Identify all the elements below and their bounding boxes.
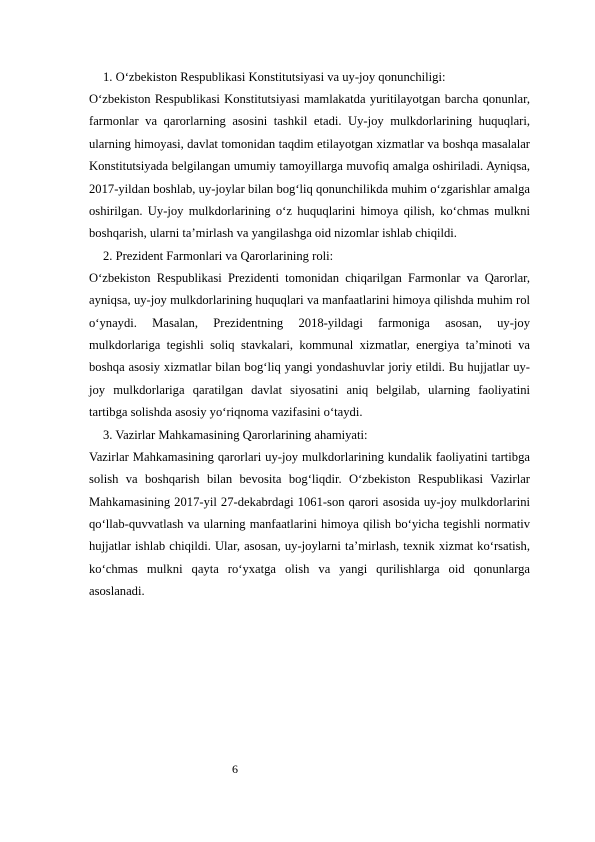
section-body-2: O‘zbekiston Respublikasi Prezidenti tomonidan chiqarilgan Farmonlar va Qarorlar, ayniqsa, uy-joy mulkdorlarining huquqlari va manfaatlarini himoya qilishda muhim rol o‘ynaydi. Masalan, Prezidentning 2018-yildagi farmoniga asosan, uy-joy mulkdorlariga tegishli soliq stavkalari, kommunal xizmatlar, energiya ta’minoti va boshqa asosiy xizmatlar bilan bog‘liq yangi yondashuvlar joriy etildi. Bu hujjatlar uy-joy mulkdorlariga qaratilgan davlat siyosatini aniq belgilab, ularning faoliyatini tartibga solishda asosiy yo‘riqnoma vazifasini o‘taydi. — [89, 270, 530, 420]
page-number: 6 — [232, 762, 238, 776]
section-body-3: Vazirlar Mahkamasining qarorlari uy-joy mulkdorlarining kundalik faoliyatini tartibga solish va boshqarish bilan bevosita bog‘liqdir. O‘zbekiston Respublikasi Vazirlar Mahkamasining 2017-yil 27-dekabrdagi 1061-son qarori asosida uy-joy mulkdorlarini qo‘llab-quvvatlash va ularning manfaatlarini himoya qilish bo‘yicha tegishli normativ hujjatlar ishlab chiqildi. Ular, asosan, uy-joylarni ta’mirlash, texnik xizmat ko‘rsatish, ko‘chmas mulkni qayta ro‘yxatga olish va yangi qurilishlarga oid qonunlarga asoslanadi. — [89, 449, 530, 599]
section-heading-3: 3. Vazirlar Mahkamasining Qarorlarining ahamiyati: — [103, 427, 368, 442]
document-page — [89, 66, 530, 603]
section-body-1: O‘zbekiston Respublikasi Konstitutsiyasi mamlakatda yuritilayotgan barcha qonunlar, farmonlar va qarorlarning asosini tashkil etadi. Uy-joy mulkdorlarining huquqlari, ularning himoyasi, davlat tomonidan taqdim etilayotgan xizmatlar va boshqa masalalar Konstitutsiyada belgilangan umumiy tamoyillarga muvofiq amalga oshiriladi. Ayniqsa, 2017-yildan boshlab, uy-joylar bilan bog‘liq qonunchilikda muhim o‘zgarishlar amalga oshirilgan. Uy-joy mulkdorlarining o‘z huquqlarini himoya qilish, ko‘chmas mulkni boshqarish, ularni ta’mirlash va yangilashga oid nizomlar ishlab chiqildi. — [89, 92, 530, 241]
section-heading-1: 1. O‘zbekiston Respublikasi Konstitutsiyasi va uy-joy qonunchiligi: — [103, 70, 446, 84]
section-heading-2: 2. Prezident Farmonlari va Qarorlarining roli: — [103, 248, 334, 263]
